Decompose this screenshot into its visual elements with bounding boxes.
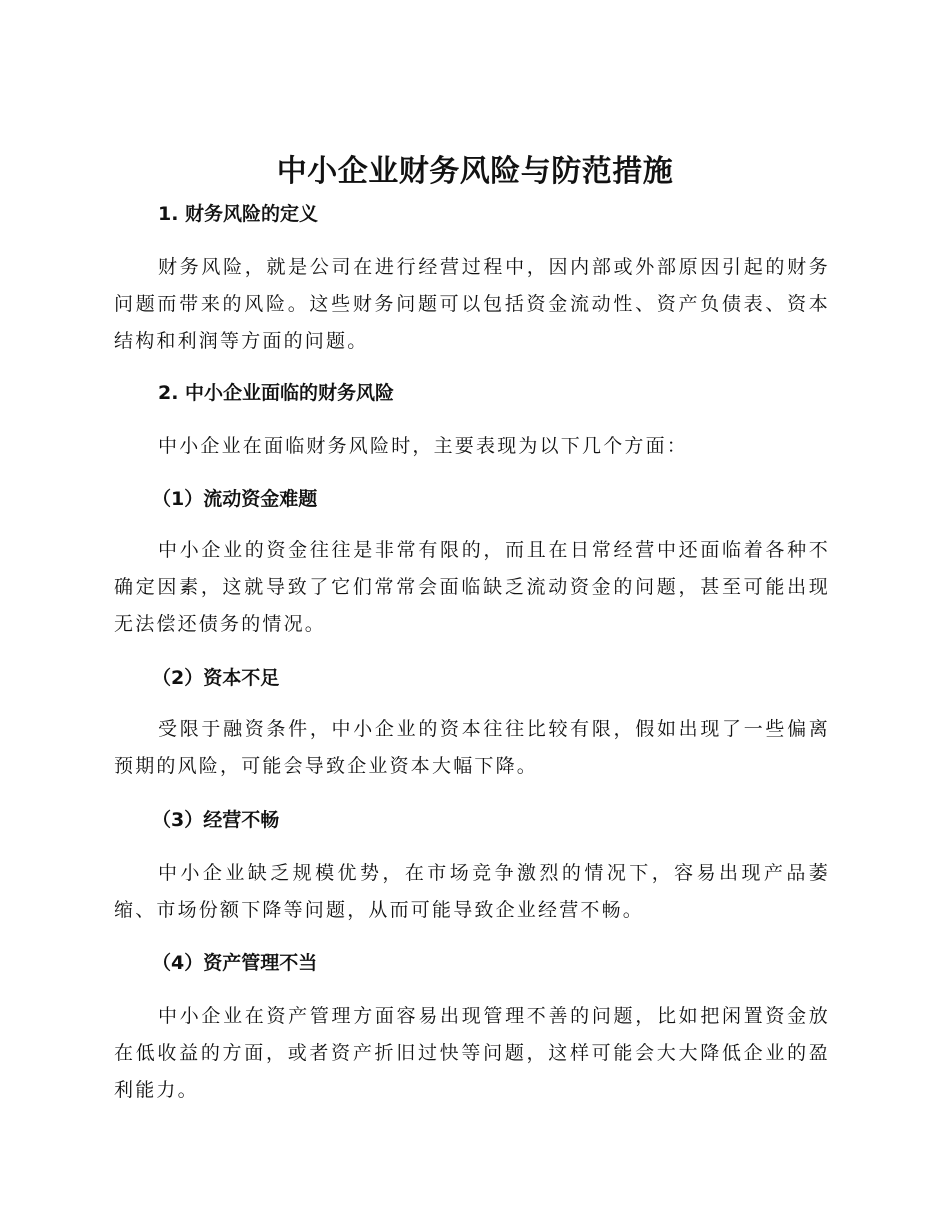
section-heading-2: 2. 中小企业面临的财务风险 [158,382,395,404]
section-paragraph-1: 财务风险，就是公司在进行经营过程中，因内部或外部原因引起的财务问题而带来的风险。这些财务问题可以包括资金流动性、资产负债表、资本结构和利润等方面的问题。 [114,256,830,352]
subsection-paragraph-4: 中小企业在资产管理方面容易出现管理不善的问题，比如把闲置资金放在低收益的方面，或者资产折旧过快等问题，这样可能会大大降低企业的盈利能力。 [114,1005,830,1101]
subsection-paragraph-2: 受限于融资条件，中小企业的资本往往比较有限，假如出现了一些偏离预期的风险，可能会导致企业资本大幅下降。 [114,718,830,777]
subsection-heading-4: （4）资产管理不当 [152,952,318,974]
page-title: 中小企业财务风险与防范措施 [276,154,674,189]
subsection-heading-1: （1）流动资金难题 [152,488,318,510]
subsection-heading-2: （2）资本不足 [152,667,280,689]
section-heading-1: 1. 财务风险的定义 [158,203,319,225]
subsection-paragraph-3: 中小企业缺乏规模优势，在市场竞争激烈的情况下，容易出现产品萎缩、市场份额下降等问题，从而可能导致企业经营不畅。 [114,862,830,921]
subsection-paragraph-1: 中小企业的资金往往是非常有限的，而且在日常经营中还面临着各种不确定因素，这就导致了它们常常会面临缺乏流动资金的问题，甚至可能出现无法偿还债务的情况。 [114,539,830,635]
subsection-heading-3: （3）经营不畅 [152,809,280,831]
section-paragraph-2: 中小企业在面临财务风险时，主要表现为以下几个方面： [158,435,689,457]
